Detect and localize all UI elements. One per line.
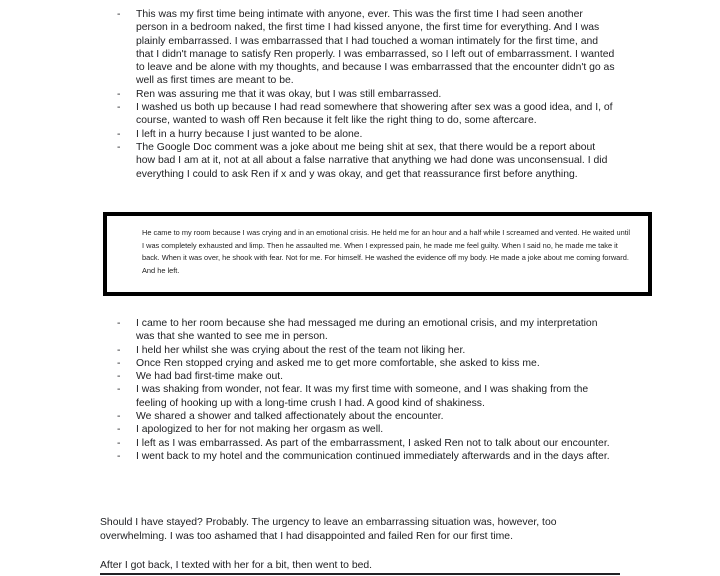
list-item — [117, 8, 617, 88]
bullet-dash: - — [117, 128, 121, 140]
list-item-text: I apologized to her for not making her orgasm as well. — [136, 424, 384, 436]
page-bottom-rule — [100, 573, 620, 575]
list-item — [117, 317, 617, 344]
list-item-text: I left in a hurry because I just wanted to be alone. — [136, 128, 363, 140]
list-item — [117, 423, 617, 436]
bullet-dash: - — [117, 344, 121, 356]
list-item-text: Ren was assuring me that it was okay, but I was still embarrassed. — [136, 88, 442, 100]
list-item — [117, 370, 617, 383]
list-item-text: I held her whilst she was crying about the rest of the team not liking her. — [136, 344, 466, 356]
list-item-text: This was my first time being intimate with anyone, ever. This was the first time I had seen another person in a bedroom naked, the first time I had kissed anyone, the first time for everything. And I was plainly embarrassed. I was embarrassed that I had touched a woman intimately for the first time, and that I didn't manage to satisfy Ren properly. I was embarrassed, so I left out of embarrassment. I wanted to leave and be alone with my thoughts, and because I was embarrassed that the encounter didn't go as well as first times are meant to be. — [136, 9, 615, 87]
list-item-text: I left as I was embarrassed. As part of the embarrassment, I asked Ren not to talk about our encounter. — [136, 437, 610, 449]
list-item-text: I washed us both up because I had read somewhere that showering after sex was a good idea, and I, of course, wanted to wash off Ren because it felt like the right thing to do, some aftercare. — [136, 102, 613, 127]
bullet-dash: - — [117, 411, 121, 423]
list-item-text: Once Ren stopped crying and asked me to get more comfortable, she asked to kiss me. — [136, 357, 540, 369]
list-item — [117, 410, 617, 423]
bullet-dash: - — [117, 141, 121, 153]
top-bullet-list — [117, 8, 617, 181]
list-item-text: I came to her room because she had messaged me during an emotional crisis, and my interpretation was that she wanted to see me in person. — [136, 318, 598, 343]
bullet-dash: - — [117, 357, 121, 369]
bullet-dash: - — [117, 371, 121, 383]
body-paragraph: Should I have stayed? Probably. The urgency to leave an embarrassing situation was, however, too overwhelming. I was too ashamed that I had disappointed and failed Ren for our first time. — [100, 517, 557, 542]
list-item-text: I went back to my hotel and the communication continued immediately afterwards and in the days after. — [136, 450, 610, 462]
list-item — [117, 357, 617, 370]
list-item — [117, 344, 617, 357]
list-item — [117, 450, 617, 463]
list-item — [117, 128, 617, 141]
list-item-text: I was shaking from wonder, not fear. It was my first time with someone, and I was shaking from the feeling of hooking up with a long-time crush I had. A good kind of shakiness. — [136, 384, 589, 409]
list-item — [117, 141, 617, 181]
bullet-dash: - — [117, 384, 121, 396]
quote-text: He came to my room because I was crying and in an emotional crisis. He held me for an hour and a half while I screamed and vented. He waited until I was completely exhausted and limp. Then he assaulted me. When I expressed pain, he made me feel guilty. When I said no, he made me take it back. When it was over, he shook with fear. Not for me. For himself. He washed the evidence off my body. He made a joke about me coming forward. And he left. — [142, 228, 631, 276]
list-item — [117, 383, 617, 410]
bottom-bullet-list — [117, 317, 617, 463]
quote-box — [103, 212, 652, 296]
list-item — [117, 88, 617, 101]
bullet-dash: - — [117, 424, 121, 436]
list-item-text: We shared a shower and talked affectionately about the encounter. — [136, 411, 444, 423]
bullet-dash: - — [117, 9, 121, 20]
list-item-text: We had bad first-time make out. — [136, 371, 284, 383]
list-item-text: The Google Doc comment was a joke about me being shit at sex, that there would be a report about how bad I am at it, not at all about a false narrative that anything we had done was unconsensual. I did everything I could to ask Ren if x and y was okay, and get that reassurance first before anything. — [136, 141, 608, 180]
bullet-dash: - — [117, 450, 121, 462]
bullet-dash: - — [117, 102, 121, 114]
bullet-dash: - — [117, 88, 121, 100]
list-item — [117, 101, 617, 128]
bullet-dash: - — [117, 437, 121, 449]
bullet-dash: - — [117, 318, 121, 329]
list-item — [117, 437, 617, 450]
body-paragraph: After I got back, I texted with her for a bit, then went to bed. — [100, 560, 373, 571]
